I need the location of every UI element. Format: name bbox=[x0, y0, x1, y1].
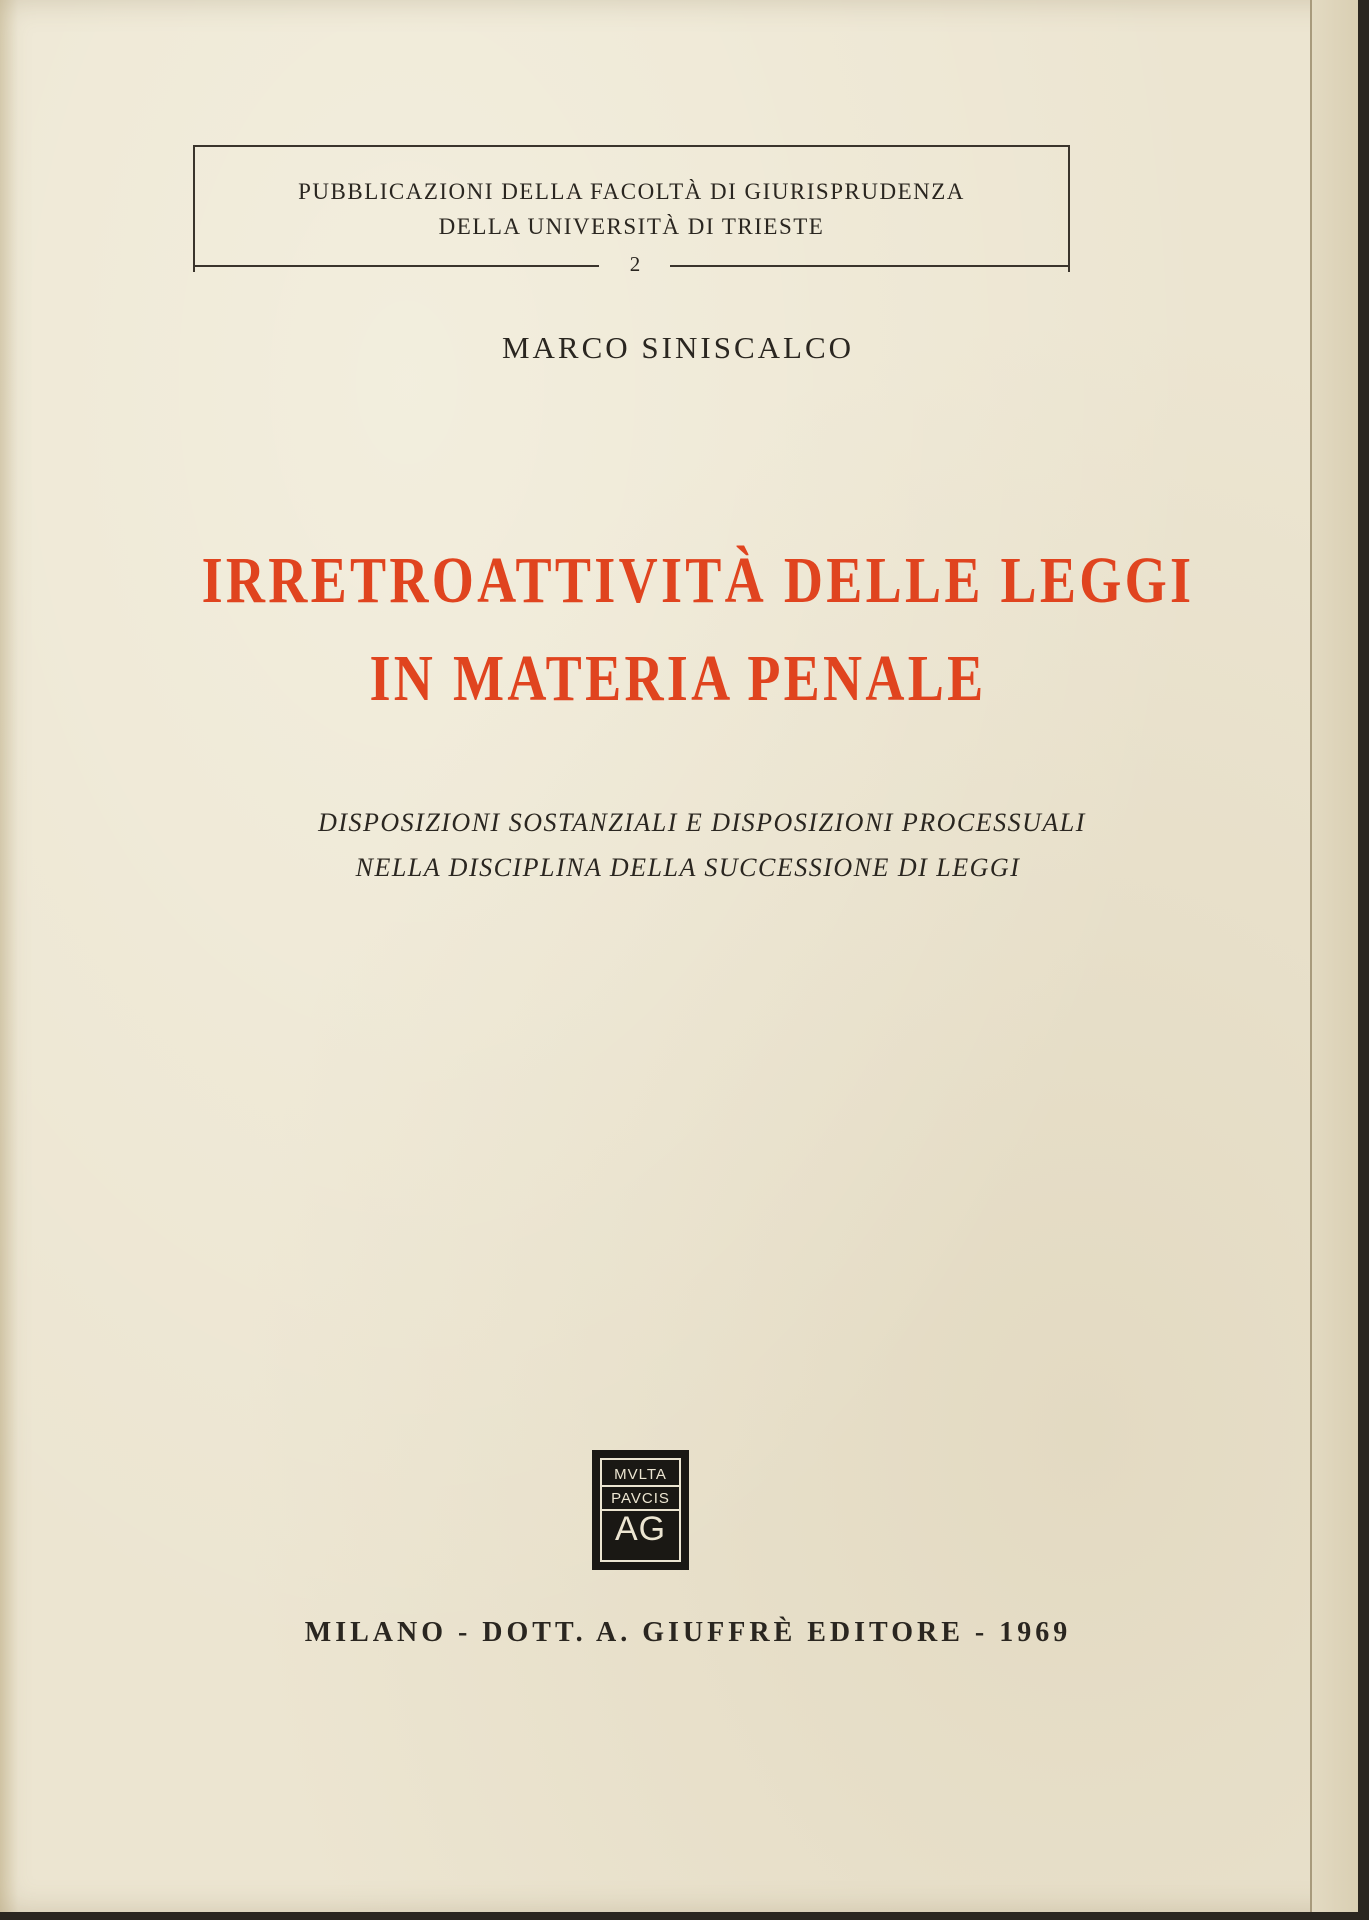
publisher-logo-text-2: PAVCIS bbox=[611, 1490, 670, 1507]
publisher-logo-frame bbox=[600, 1458, 681, 1562]
publisher-logo-monogram: AG bbox=[614, 1510, 667, 1548]
series-rule-left bbox=[193, 265, 599, 267]
subtitle-line-1: DISPOSIZIONI SOSTANZIALI E DISPOSIZIONI PROCESSUALI bbox=[318, 808, 1086, 837]
subtitle-line-2: NELLA DISCIPLINA DELLA SUCCESSIONE DI LEGGI bbox=[355, 853, 1021, 882]
publisher-imprint: MILANO - DOTT. A. GIUFFRÈ EDITORE - 1969 bbox=[304, 1617, 1072, 1648]
series-rule-right bbox=[670, 265, 1068, 267]
publisher-logo-divider bbox=[602, 1485, 679, 1487]
publisher-logo-text-1: MVLTA bbox=[614, 1466, 667, 1483]
series-title-line-2: DELLA UNIVERSITÀ DI TRIESTE bbox=[438, 214, 825, 239]
series-number: 2 bbox=[629, 252, 641, 276]
book-title-line-1: IRRETROATTIVITÀ DELLE LEGGI bbox=[201, 544, 1195, 617]
author-name: MARCO SINISCALCO bbox=[501, 330, 855, 365]
book-title-line-2: IN MATERIA PENALE bbox=[369, 642, 987, 715]
publisher-logo bbox=[592, 1450, 689, 1570]
series-title-line-1: PUBBLICAZIONI DELLA FACOLTÀ DI GIURISPRUDENZA bbox=[298, 179, 965, 204]
